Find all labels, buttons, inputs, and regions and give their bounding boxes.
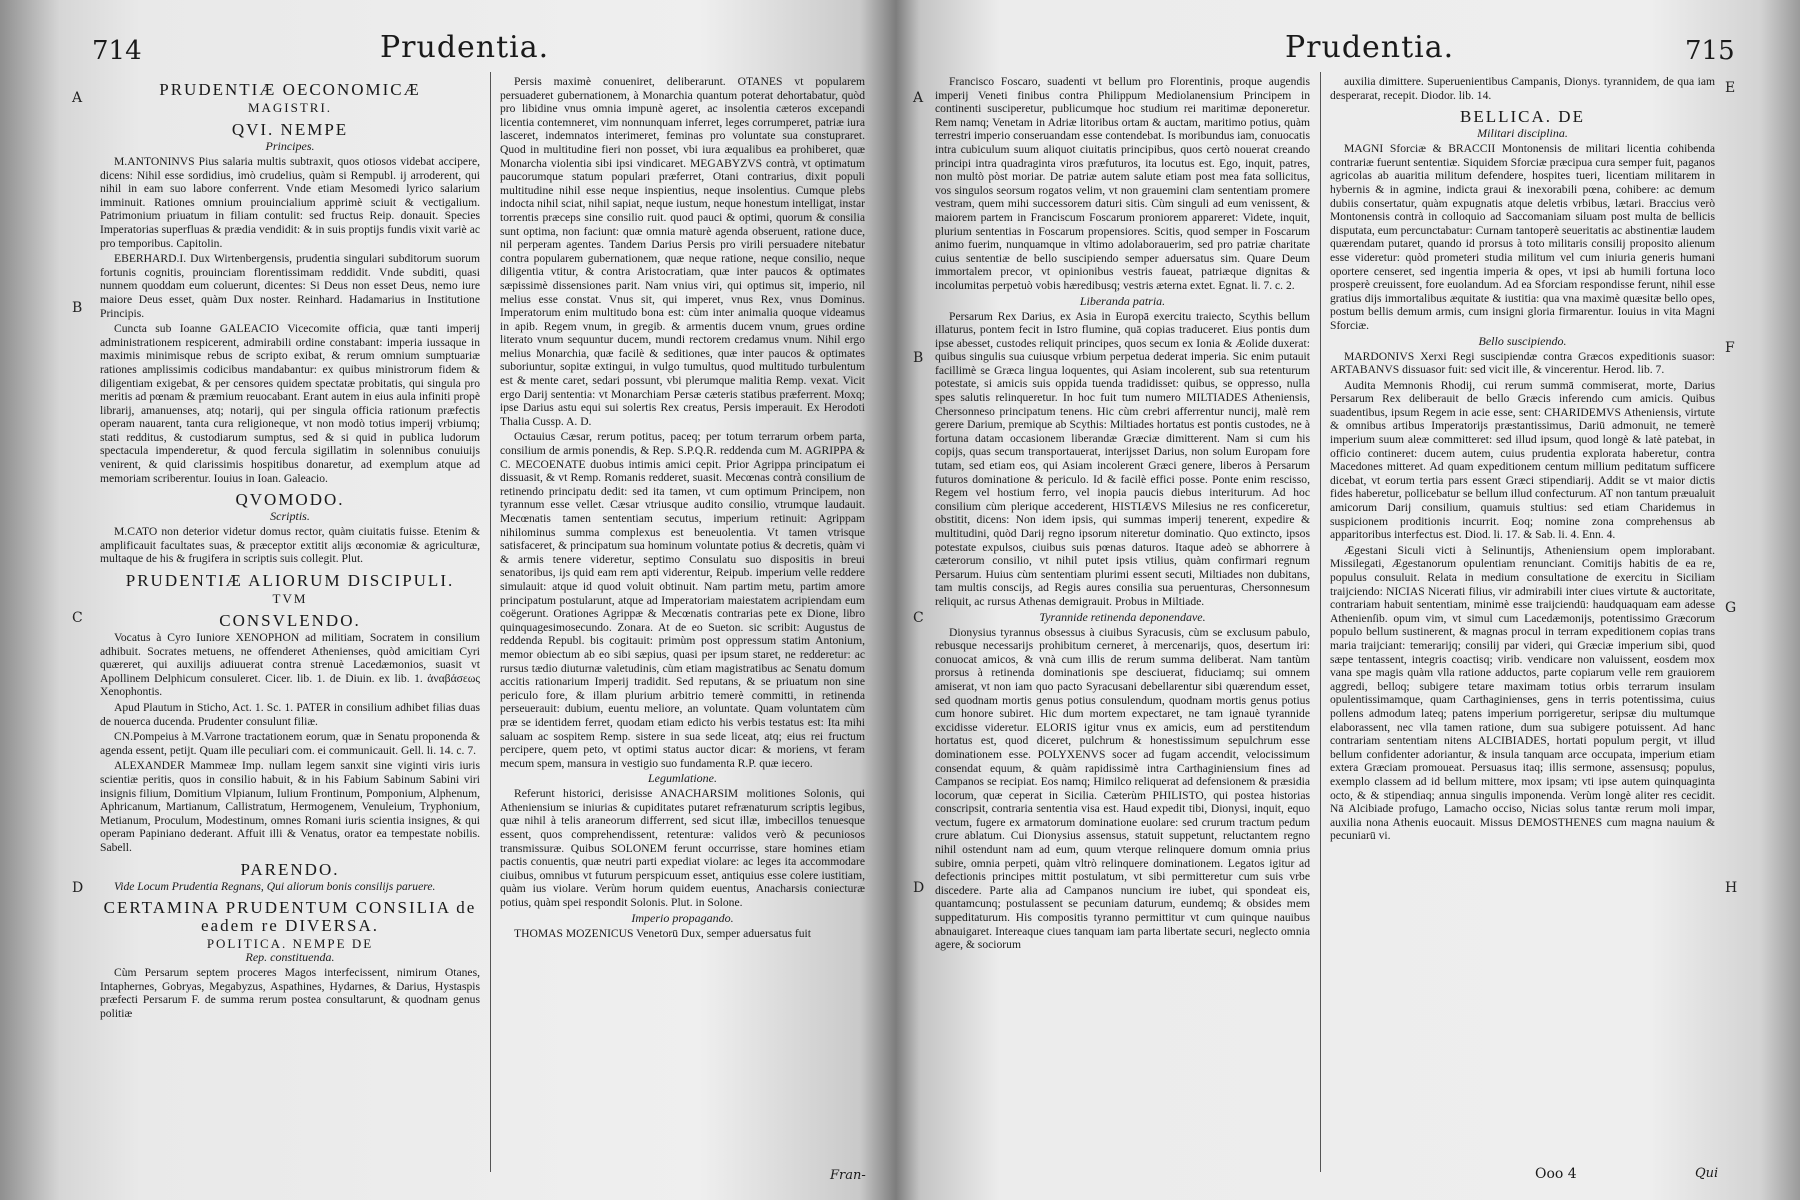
catchword: Qui (1695, 1166, 1719, 1181)
paragraph: Cuncta sub Ioanne GALEACIO Vicecomite officia, quæ tanti imperij administrationem respicerent, admirabili ordine constabant: imperia iussaque in maximis minimisque rebus de scripto exibat, & rerum omnium sumptuariæ rationes amplissimis codicibus mandabantur: ex quibus ministrorum fidem & diligentiam exigebat, & per censores quidem spectatæ probitatis, qui singula pro meritis ad pœnam & præmium reuocabant. Erant autem in eius aula infiniti propè librarij, amanuenses, atq; notarij, qui per singula officia rationum præfectis operam nauarent, tanta cura religioneque, vt non modò totius imperij vrbiumq; stati redditus, & custodiarum sumptus, sed & si quid in publica ludorum spectacula impenderetur, & quod fercula sigillatim in solennibus conuiuijs venirent, & quid clarissimis hospitibus donaretur, ad exemplum atque ad memoriam scriberentur. Iouius in Ioan. Galeacio. (100, 322, 480, 485)
catchword: Fran- (830, 1168, 866, 1183)
margin-letter-a: A (913, 90, 924, 106)
section-heading: PRUDENTIÆ ALIORUM DISCIPULI. (125, 571, 455, 591)
margin-letter-d: D (913, 880, 925, 896)
paragraph: CN.Pompeius à M.Varrone tractationem eorum, quæ in Senatu proponenda & agenda essent, petijt. Quam ille peculiari com. ei communicauit. Gell. li. 14. c. 7. (100, 730, 480, 757)
section-heading: PRUDENTIÆ OECONOMICÆ (159, 80, 421, 99)
paragraph: Ægestani Siculi victi à Selinuntijs, Atheniensium opem implorabant. Missilegati, Ægestanorum opulentiam renunciant. Comitijs habitis de ea re, populus consuluit. Relata in medium consultatione de exercitu in Siciliam traijciendo: NICIAS Nicerati filius, vir admirabili inter ciues virtute & auctoritate, contrariam habuit sententiam, minimè esse traijciendū: haudquaquam eam adesse Athenienſib. opum vim, vt simul cum Lacedæmonijs, potentissimo Græcorum populo bellum sustinerent, & magnas procul in terram expeditionem copias trans maria traijciant: temerarijq; consilij par videri, qui Græciæ imperium sibi, quod sæpe tentassent, integris coactisq; virib. vendicare non valuissent, eosdem mox vana spe magis quàm vlla ratione adductos, parte copiarum velle rem grauiorem aggredi, belloq; subigere tetare maximam totius orbis terrarum insulam opulentissimamque, quam Carthaginienses, gens in terris potentissima, cuius pollens admodum lateq; patens imperium porrigeretur, seripsæ diu multumque elaborassent, nec vlla tamen ratione, dum sua subigere potuissent. Ad hanc contrariam sententiam nitens ALCIBIADES, hortati populum pergit, vt illud bellum confidenter adoriantur, & insula tanquam arce occupata, imperium etiam extera Græciam promoueat. Persuasus itaq; illis sermone, assensusq; populus, exemplo classem ad id bellum mittere, mox ipsam; vti ipse autem quinquaginta octo, & & stipendiaq; annua singulis imponenda. Verùm longè aliter res cecidit. Nā Alcibiade profugo, Lamacho occiso, Nicias solus tantæ rerum moli impar, auxilia nona Athenis euocauit. Missus DEMOSTHENES cum magna nauium & pecuniarū vi. (1330, 543, 1715, 843)
margin-letter-b: B (913, 350, 924, 366)
left-column-1 (100, 75, 480, 1185)
paragraph: Apud Plautum in Sticho, Act. 1. Sc. 1. PATER in consilium adhibet filias duas de nouerca ducenda. Prudenter consulunt filiæ. (100, 701, 480, 728)
margin-letter-f: F (1725, 340, 1735, 356)
signature-mark: Ooo 4 (1535, 1166, 1577, 1182)
right-running-head: Prudentia. (1285, 30, 1455, 65)
margin-letter-h: H (1725, 880, 1738, 896)
section-heading: BELLICA. DE (1460, 107, 1585, 127)
section-heading: CERTAMINA PRUDENTUM CONSILIA de eadem re DIVERSA. (103, 898, 477, 936)
margin-letter-a: A (72, 90, 83, 106)
right-page (913, 0, 1745, 1200)
margin-letter-e: E (1725, 80, 1736, 96)
section-subheading: TVM (272, 591, 308, 607)
paragraph: Vocatus à Cyro Iuniore XENOPHON ad militiam, Socratem in consilium adhibuit. Socrates metuens, ne offenderet Athenienses, quòd amicitiam Cyri quæreret, qui auxilijs adiuuerat contra strenuè Lacedæmonios, suasit vt Apollinem Delphicum consuleret. Cicer. lib. 1. de Diuin. ex lib. 1. ἀναβάσεως Xenophontis. (100, 631, 480, 699)
section-subheading: Principes. (265, 139, 315, 153)
paragraph: Cùm Persarum septem proceres Magos interfecissent, nimirum Otanes, Intaphernes, Gobryas, Megabyzus, Aspathines, Hydarnes, & Darius, Hystaspis præfecti Persarum F. de summa rerum postea consultarunt, & quodnam genus politiæ (100, 966, 480, 1020)
section-subheading: Legumlatione. (648, 771, 717, 786)
section-subheading: POLITICA. NEMPE DE (206, 936, 374, 952)
right-column-2 (1330, 75, 1715, 1185)
left-page (70, 0, 870, 1200)
paragraph: Octauius Cæsar, rerum potitus, paceq; per totum terrarum orbem parta, consilium de armis ponendis, & Rep. S.P.Q.R. reddenda cum M. AGRIPPA & C. MECOENATE duobus intimis amici cepit. Prior Agrippa principatum ei dissuasit, & vt Remp. Romanis redderet, suasit. Mecœnas contrà consilium de retinendo principatu dedit: sed ita tamen, vt cum optimum Principem, non tyrannum esse vellet. Cæsar vtriusque audito consilio, vtrumque laudauit. Mecœnatis tamen sententiam secutus, imperium retinuit: Agrippam nihilominus summa complexus est beneuolentia. Vt tamen vtrisque satisfaceret, & principatum sua hominum voluntate potius & decretis, quàm vi & armis tenere videretur, septimo Consulatu suo dispositis in breui senatoribus, ijs quid eam rem apti viderentur, Reipub. imperium velle reddere simulauit: atque id quod voluit obtinuit. Nam partim metu, partim amore principatum postularunt, atque ad Imperatoriam maiestatem acripiendam eum coëgerunt. Orationes Agrippæ & Mecœnatis contrarias pete ex Dione, libro quinquagesimosecundo. Zonara. At de eo Sueton. sic scribit: Augustus de reddenda Republ. bis cogitauit: primùm post oppressum statim Antonium, memor obiectum ab eo sibi sæpius, quasi per ipsum staret, ne redderetur: ac rursus tædio diuturnæ valetudinis, cùm etiam magistratibus ac Senatu domum accitis rationarium Imperij tradidit. Sed reputans, & se priuatum non sine periculo fore, & illam plurium arbitrio temerè committi, in retinenda perseuerauit: dubium, euentu meliore, an voluntate. Quam voluntatem cùm præ se identidem ferret, quodam etiam edicto his verbis testatus est: Ita mihi saluam ac sospitem Remp. sistere in sua sede liceat, atq; eius rei fructum percipere, quem peto, vt optimi status auctor dicar: & moriens, vt feram mecum spem, mansura in vestigio suo fundamenta R.P. quæ iecero. (500, 430, 865, 770)
margin-letter-c: C (72, 610, 83, 626)
paragraph: auxilia dimittere. Superuenientibus Campanis, Dionys. tyrannidem, de qua iam desperarat, recepit. Diodor. lib. 14. (1330, 75, 1715, 102)
section-subheading: Scriptis. (270, 509, 310, 524)
section-subheading: Rep. constituenda. (245, 950, 335, 965)
section-subheading: Imperio propagando. (631, 910, 734, 925)
left-running-head: Prudentia. (380, 30, 550, 65)
paragraph: Persarum Rex Darius, ex Asia in Europā exercitu traiecto, Scythis bellum illaturus, pontem fecit in Istro flumine, quā copias traduceret. Eius pontis dum ipse abesset, custodes reliquit principes, quos secum ex Ionia & Æolide duxerat: quibus singulis sua cuiusque vrbium perpetua dederat imperia. Sic enim putauit facillimè se Græca lingua loquentes, qui Asiam incolerent, sub sua retenturum potestate, si amicis suis oppida tuenda tradidisset: quibus, se oppresso, nulla spes salutis relinqueretur. In hoc fuit tum numero MILTIADES Atheniensis, Chersonneso principatum tenens. Hic cùm crebri afferrentur nuncij, malè rem gerere Darium, premique ab Scythis: Miltiades hortatus est pontis custodes, ne à fortuna datam occasionem liberandæ Græciæ dimitterent. Nam si cum his copijs, quas secum transportauerat, interijsset Darius, non solum Europam fore tutam, sed etiam eos, qui Asiam incolerent Græci genere, liberos à Persarum futuros dominatione & periculo. Id & facilè effici posse. Ponte enim rescisso, Regem vel hostium ferro, vel inopia paucis diebus interiturum. Ad hoc consilium cùm plerique accederent, HISTIÆVS Milesius ne res conficeretur, obstitit, dicens: Non idem ipsis, qui summas imperij tenerent, expedire & multitudini, quòd Darij regno ipsorum niteretur dominatio. Quo extincto, ipsos potestate expulsos, ciuibus suis pœnas daturos. Itaque adeò se abhorrere à cæterorum consilio, vt nihil putet ipsis vtilius, quàm confirmari regnum Persarum. Huius cùm sententiam plurimi essent secuti, Miltiades non dubitans, tam multis conscijs, ad Regis aures consilia sua peruenturas, Chersonnesum reliquit, ac rursus Athenas demigrauit. Probus in Miltiade. (935, 309, 1310, 608)
section-heading: PARENDO. (240, 859, 340, 879)
paragraph: THOMAS MOZENICUS Venetorū Dux, semper aduersatus fuit (514, 926, 811, 940)
margin-letter-b: B (72, 300, 83, 316)
paragraph: MAGNI Sforciæ & BRACCII Montonensis de militari licentia cohibenda contrariæ fuerunt sententiæ. Siquidem Sforciæ præcipua cura semper fuit, paganos agricolas ab auaritia militum defendere, hospites tueri, licentiam militarem in hybernis & in agmine, indicta graui & inexorabili pœna, cohibere: ac demum dubiis consertatur, quàm expugnatis atque deletis vrbibus, lætari. Braccius verò Montonensis contrà in colloquio ad Saccomaniam siluam post multa de bellicis disputata, eum percunctabatur: Curnam tantoperè seueritatis ac abstinentiæ laudem quærendam putaret, quando id prorsus à toto militaris consilij proposito alienum esse videretur: quòd prometeri studia militum vel cum iniuria generis humani oportere censeret, sed ingentia imperia & opes, vt ipsi ab humili fortuna loco prosperè creuissent, fore euolandum. Ad ea Sforciam respondisse ferunt, nihil esse gratius dijs immortalibus æquitate & iustitia: qua vna maximè quæsitæ bello opes, postum bellis demum armis, cum insigni gloria firmarentur. Iouius in vita Magni Sforciæ. (1330, 142, 1715, 332)
paragraph: Persis maximè conueniret, deliberarunt. OTANES vt popularem persuaderet gubernationem, à Monarchia quantum poterat dehortabatur, quòd pro libidine vnus omnia impunè ageret, ac insolentia cæteros excepandi licentia contemneret, vim nonnunquam inferret, leges corrumperet, patriæ iura lasceret, indemnatos interimeret, feminas pro voluntate sua constupraret. Quod in multitudine fieri non posset, vbi iura æqualibus ea prohiberet, quæ Monarcha violentia sibi ipsi vindicaret. MEGABYZVS contrà, vt optimatum paucorumque statum populari præferret, Otani contrarius, dixit populi multitudine nihil esse neque inspientius, neque insolentius. Cumque plebs indocta nihil sciat, nihil sapiat, neque iustum, neque honestum intelligat, instar torrentis præceps sine consilio ruit. quod pauci & optimi, quorum & consilia sunt optima, non faciunt: quæ omnia maturè agenda obseruent, ratione duce, nil perperam agentes. Tandem Darius Persis pro virili persuadere nitebatur contra popularem gubernationem, quæ neque ratione, neque consilio, neque diligentia vtitur, & contra Aristocratiam, quæ inter paucos & optimates sæpissimè dissensiones parit. Nam vnius viri, qui optimus sit, imperio, nil melius esse constat. Vnus sit, qui imperet, vnus Rex, vnus Dominus. Imperatorum enim multitudo bona est: cùm inter animalia quoque videamus in apib. Regem vnum, in gregib. & armentis ducem vnum, grues ordine literato vnum sequuntur ducem, mundi rectorem credamus vnum. Nihil ergo melius Monarchia, quæ facilè & seditiones, quæ inter paucos & optimates suboriuntur, sopitæ extingui, in vulgo tumultus, quod multitudo turbulentum est & mente caret, sedari possunt, vbi plerumque malitia Remp. vexat. Vicit ergo Darij sententia: vt Monarchiam Persæ cæteris statibus præferrent. Moxq; ipse Darius astu equi sui solertis Rex creatus, Persis imperauit. Ex Herodoti Thalia Cussp. A. D. (500, 75, 865, 428)
section-heading: CONSVLENDO. (219, 611, 361, 631)
margin-letter-g: G (1725, 600, 1737, 616)
left-folio: 714 (92, 36, 142, 66)
left-column-2 (500, 75, 865, 1185)
paragraph: EBERHARD.I. Dux Wirtenbergensis, prudentia singulari subditorum suorum fortunis cognitis, prouinciam florentissimam reddidit. Vnde subditi, quasi nunnem quoddam eum coluerunt, dicentes: Si Deus non esset Deus, nemo iure maiore Deus esset, quàm Dux noster. Reinhard. Hadamarius in Institutione Principis. (100, 252, 480, 320)
margin-letter-d: D (72, 880, 84, 896)
paragraph: Dionysius tyrannus obsessus à ciuibus Syracusis, cùm se exclusum pabulo, rebusque necessarijs prohibitum cerneret, à mercenarijs, quos, desertum iri: conuocat amicos, & vnà cum illis de rerum summa deliberat. Nam tantùm prorsus à retinenda dominationis spe desciuerat, fiduciamq; sui omnem amiserat, vt non iam quo pacto Syracusani debellarentur sibi quærendum esset, sed quodnam mortis genus potius consulendum, quodnam mortis genus potius cum honore subiret. Hic dum mortem expectaret, ne tam ignauè tyrannide excidisse videretur. ELORIS igitur vnus ex amicis, eum ad perstitendum hortatus est, quod diceret, pulchrum & honestissimum sepulchrum esse dominationem esse. POLYXENVS socer ad fugam accendit, velocissimum consendat equum, & quàm rapidissimè intra Carthaginiensium fines ad Campanos se recipiat. Eos namq; Himilco reliquerat ad defensionem & præsidia locorum, quæ ceperat in Sicilia. Cæterùm PHILISTO, qui postea historias conscripsit, contraria sententia visa est. Haud expedit tibi, Dionysi, inquit, equo vectum, fugere ex armatorum dominatione euolare: sed crurum tractum pedum crure ablatum. Cui Dionysius assensus, statuit suppetunt, reluctantem regno nihil ostendunt nam ad eum, quum vterque relinquere domum omnia prius subire, omnia perpeti, quàm vltrò relinquere dominationem. Legatos igitur ad defectionis principes mittit postulatum, vt sibi permitteretur cum suis vrbe discedere. Parte alia ad Campanos nuncium ire iubet, qui spondeat eis, quantamcunq; postulassent se pecuniam daturum, eundemq; & obsides mem suppeditaturum. His compositis tyranno permittitur vt cum quinque nauibus abnauigaret. Intereaque ciues tanquam iam parta libertate securi, neglecto omnia agere, & sociorum (935, 625, 1310, 952)
paragraph: Audita Memnonis Rhodij, cui rerum summā commiserat, morte, Darius Persarum Rex deliberauit de bello Græcis inferendo cum amicis. Quibus suadentibus, ipsum Regem in acie esse, sent: CHARIDEMVS Atheniensis, virtute & omnibus artibus Imperatorijs præstantissimus, Dariū admonuit, ne temerè imperium suum aleæ committeret: sed illud ipsum, quod longè & latè patebat, in officio contineret: ducem autem, cuius prudentia explorata haberetur, contra Macedones mitteret. Ad quam expeditionem centum millium peditatum sufficere dicebat, vt eorum tertia pars essent Græci stipendiarij. Addit se vt maior dictis fides haberetur, pollicebatur se bellum illud confecturum. AT non tantum præualuit amicorum Darij consilium, quamuis stultius: sed etiam Charidemus in suspicionem proditionis incurrit. Eoq; nomine zona comprehensus ab apparitoribus interfectus est. Diod. li. 17. & Sab. li. 4. Enn. 4. (1330, 378, 1715, 542)
section-subheading: Militari disciplina. (1477, 126, 1568, 141)
right-column-1 (935, 75, 1310, 1185)
section-subheading: Bello suscipiendo. (1478, 333, 1567, 348)
paragraph: Referunt historici, derisisse ANACHARSIM molitiones Solonis, qui Atheniensium se iniurias & cupiditates putaret refrænaturum scriptis legibus, quæ nihil à telis araneorum differrent, sed sicut illæ, imbecillos tenuesque essent, quos comprehendissent, retenturæ: validos verò & pecuniosos transmissuræ. Quibus SOLONEM ferunt occurrisse, stare homines etiam pactis conuentis, quæ neutri parti expediat violare: ac leges ita accommodare ciuibus, omnibus vt futurum perspicuum esset, antiquius esse colere iustitiam, quàm ius violare. Verùm horum quidem euentus, Anacharsis coniecturæ potius, quàm spei respondit Solonis. Plut. in Solone. (500, 787, 865, 910)
right-folio: 715 (1685, 36, 1735, 66)
column-rule (490, 72, 491, 1172)
paragraph: MARDONIVS Xerxi Regi suscipiendæ contra Græcos expeditionis suasor: ARTABANVS dissuasor fuit: sed vicit ille, & vincerentur. Herod. lib. 7. (1330, 349, 1715, 377)
section-subheading: MAGISTRI. (247, 100, 333, 115)
paragraph: ALEXANDER Mammeæ Imp. nullam legem sanxit sine viginti viris iuris scientiæ peritis, quos in consilio habuit, & in his Fabium Sabinum Sabini viri insignis filium, Domitium Vlpianum, Iulium Frontinum, Pomponium, Alphenum, Aphricanum, Martianum, Callistratum, Hermogenem, Venuleium, Tryphonium, Metianum, Proculum, Modestinum, omnes Romani iuris scientia insignes, & qui operam Papiniano dederant. Affuit illi & Venatus, orator ea tempestate nobilis. Sabell. (100, 759, 480, 854)
margin-letter-c: C (913, 610, 924, 626)
section-heading: QVOMODO. (235, 490, 345, 510)
section-heading: QVI. NEMPE (231, 120, 349, 139)
column-rule (1320, 72, 1321, 1172)
paragraph: M.CATO non deterior videtur domus rector, quàm ciuitatis fuisse. Etenim & amplificauit facultates suas, & præceptor extitit alijs œconomiæ & agriculturæ, multaque de his & frugifera in scriptis suis collegit. Plut. (100, 525, 480, 566)
section-subheading: Tyrannide retinenda deponendave. (1039, 609, 1206, 624)
section-subheading: Liberanda patria. (1079, 293, 1166, 308)
paragraph: Francisco Foscaro, suadenti vt bellum pro Florentinis, proque augendis imperij Veneti finibus contra Philippum Mediolanensium Principem in continenti susciperetur, publicumque hoc studium rei maritimæ deponeretur. Rem namq; Venetam in Adriæ litoribus ortam & auctam, maritimo potius, quàm terrestri imperio conseruandam esse contendebat. Is moribundus iam, conuocatis intra cubiculum suum aliquot ciuitatis principibus, quos certò nouerat creando principi intra quadraginta viros præfuturos, ita locutus est. Ego, inquit, patres, non multò pòst moriar. De patriæ autem salute etiam post mea fata sollicitus, vos singulos seorsum rogatos velim, vt non grauemini clam sententiam promere vestram, quem mihi successorem daturi sitis. Cùm singuli ad eum venissent, & maiorem partem in Franciscum Foscarum proniorem appareret: Videte, inquit, plurium sententias in Foscarum propensiores. Scitis, quod semper in Foscarum animo fuerim, nunquamque in vltimo adolaborauerim, sed pro patriæ charitate cuius sententiæ de bello suscipiendo semper aduersatus sim. Quare Deum immortalem precor, vt opinionibus vestris faueat, patriæque dignitas & incolumitas perpetuò vobis hæredibusq; vestris æterna extet. Egnat. li. 7. c. 2. (935, 75, 1310, 292)
paragraph: M.ANTONINVS Pius salaria multis subtraxit, quos otiosos videbat accipere, dicens: Nihil esse sordidius, imò crudelius, quàm si Rempubl. ij arroderent, qui nihil in eam suo labore conferrent. Vnde etiam Mesomedi lyrico salarium imminuit. Rationes omnium prouincialium apprimè sciuit & vectigalium. Patrimonium priuatum in filiam contulit: sed fructus Reip. donauit. Species Imperatorias superfluas & prædia vendidit: & in suis proptijs fundis vixit variè ac pro temporibus. Capitolin. (100, 155, 480, 250)
cross-reference: Vide Locum Prudentia Regnans, Qui aliorum bonis consilijs paruere. (114, 879, 436, 893)
